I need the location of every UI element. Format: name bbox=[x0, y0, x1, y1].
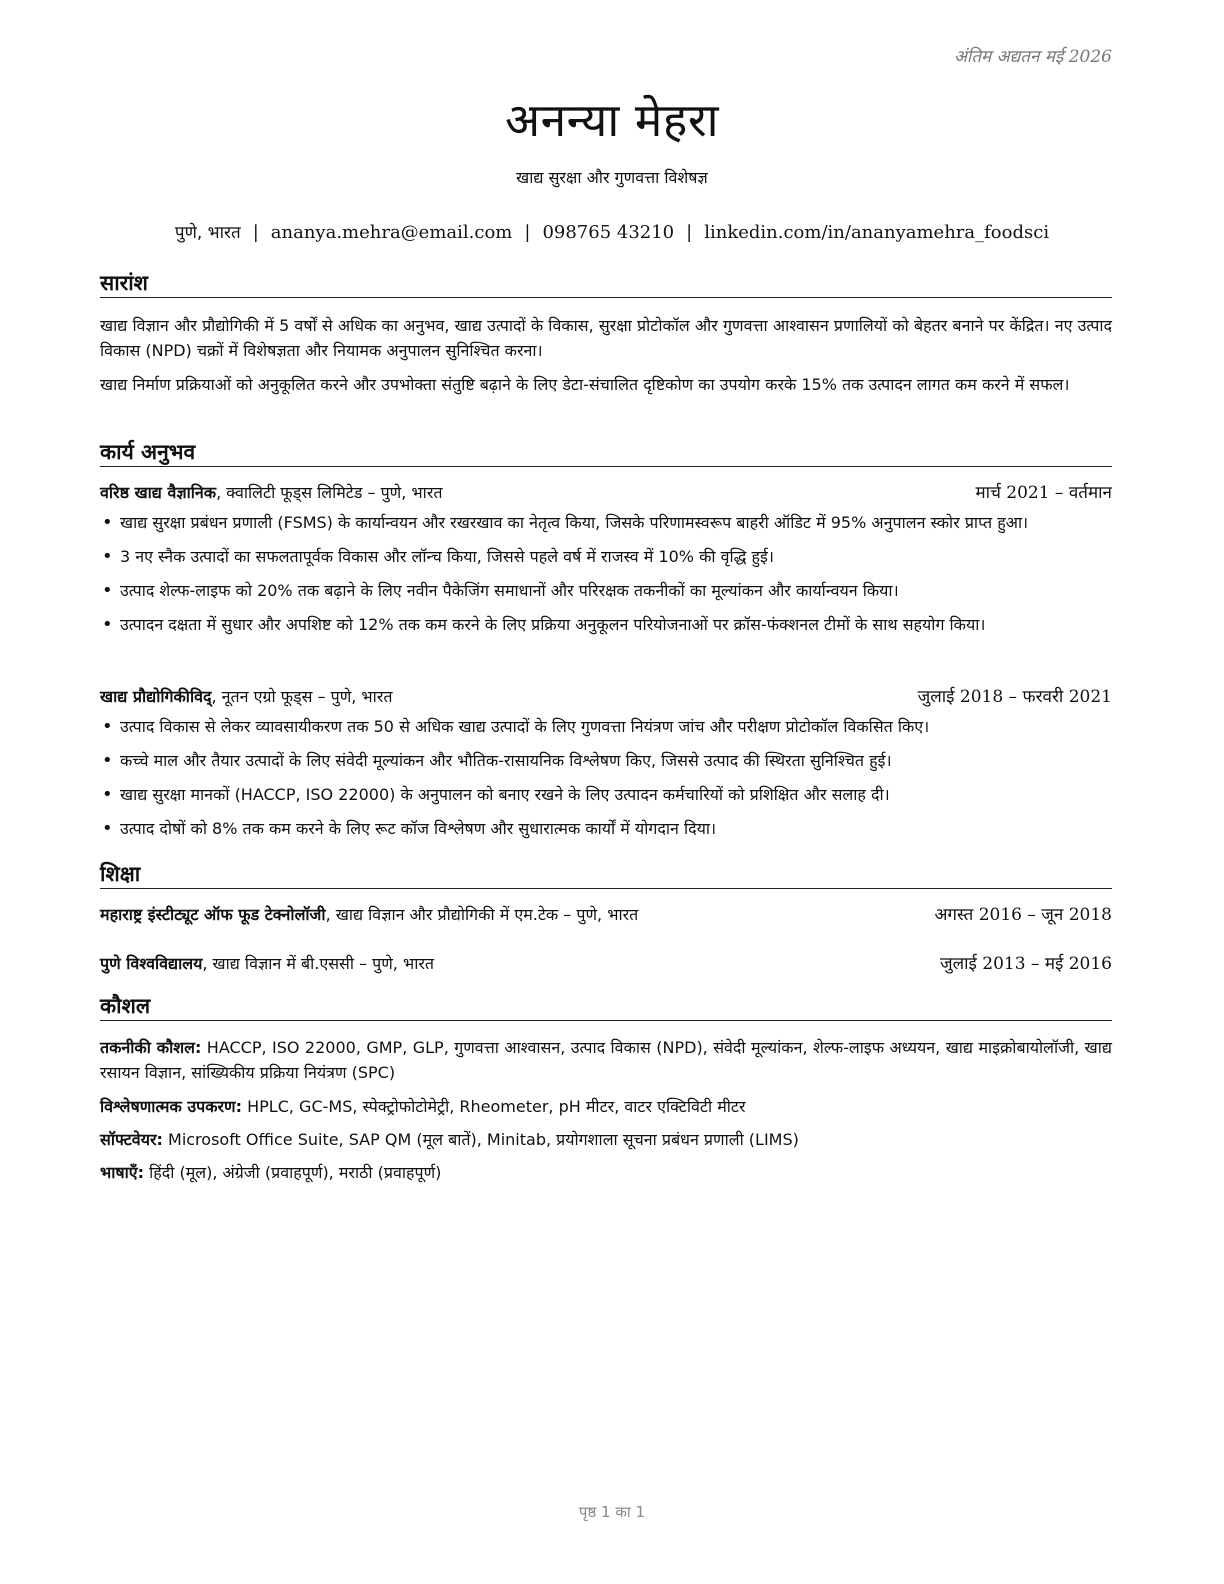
education-dates: जुलाई 2013 – मई 2016 bbox=[939, 954, 1112, 974]
skill-value: हिंदी (मूल), अंग्रेजी (प्रवाहपूर्ण), मराठी (प्रवाहपूर्ण) bbox=[144, 1163, 442, 1182]
contact-separator: | bbox=[252, 222, 259, 243]
job-role: वरिष्ठ खाद्य वैज्ञानिक bbox=[100, 483, 217, 502]
contact-linkedin[interactable]: linkedin.com/in/ananyamehra_foodsci bbox=[704, 222, 1050, 243]
skill-label: विश्लेषणात्मक उपकरण: bbox=[100, 1097, 243, 1116]
summary-paragraph: खाद्य विज्ञान और प्रौद्योगिकी में 5 वर्षों से अधिक का अनुभव, खाद्य उत्पादों के विकास, सुरक्षा प्रोटोकॉल और गुणवत्ता आश्वासन प्रणालियों को बेहतर बनाने पर केंद्रित। नए उत्पाद विकास (NPD) चक्रों में विशेषज्ञता और नियामक अनुपालन सुनिश्चित करना। bbox=[100, 316, 1112, 360]
list-item: • खाद्य सुरक्षा प्रबंधन प्रणाली (FSMS) के कार्यान्वयन और रखरखाव का नेतृत्व किया, जिसके परिणामस्वरूप बाहरी ऑडिट में 95% अनुपालन स्कोर प्राप्त हुआ। bbox=[100, 510, 1112, 535]
candidate-title: खाद्य सुरक्षा और गुणवत्ता विशेषज्ञ bbox=[516, 168, 708, 187]
contact-email[interactable]: ananya.mehra@email.com bbox=[270, 222, 513, 243]
skill-label: भाषाएँ: bbox=[100, 1163, 145, 1182]
job-bullets bbox=[100, 510, 1112, 646]
section-heading-experience: कार्य अनुभव bbox=[100, 439, 1112, 467]
job-role: खाद्य प्रौद्योगिकीविद् bbox=[100, 687, 212, 706]
section-heading-education: शिक्षा bbox=[100, 861, 1112, 889]
job-bullets bbox=[100, 714, 1112, 850]
education-line bbox=[100, 952, 434, 976]
education-item bbox=[100, 903, 1112, 927]
education-detail: , खाद्य विज्ञान और प्रौद्योगिकी में एम.टेक – पुणे, भारत bbox=[325, 905, 639, 924]
contact-line bbox=[0, 220, 1224, 243]
education-institution: पुणे विश्वविद्यालय bbox=[100, 954, 203, 973]
contact-separator: | bbox=[524, 222, 531, 243]
list-item: • कच्चे माल और तैयार उत्पादों के लिए संवेदी मूल्यांकन और भौतिक-रासायनिक विश्लेषण किए, जिससे उत्पाद की स्थिरता सुनिश्चित हुई। bbox=[100, 748, 1112, 773]
last-updated: अंतिम अद्यतन मई 2026 bbox=[953, 47, 1112, 67]
list-item: • उत्पादन दक्षता में सुधार और अपशिष्ट को 12% तक कम करने के लिए प्रक्रिया अनुकूलन परियोजनाओं पर क्रॉस-फंक्शनल टीमों के साथ सहयोग किया। bbox=[100, 612, 1112, 637]
contact-phone[interactable]: 098765 43210 bbox=[542, 222, 675, 243]
section-heading-skills: कौशल bbox=[100, 993, 1112, 1021]
skill-value: HACCP, ISO 22000, GMP, GLP, गुणवत्ता आश्वासन, उत्पाद विकास (NPD), संवेदी मूल्यांकन, शेल्फ-लाइफ अध्ययन, खाद्य माइक्रोबायोलॉजी, खाद्य रसायन विज्ञान, सांख्यिकीय प्रक्रिया नियंत्रण (SPC) bbox=[100, 1038, 1112, 1082]
contact-separator: | bbox=[686, 222, 693, 243]
skill-row bbox=[100, 1094, 1112, 1119]
job-dates: जुलाई 2018 – फरवरी 2021 bbox=[917, 687, 1112, 707]
list-item: • उत्पाद शेल्फ-लाइफ को 20% तक बढ़ाने के लिए नवीन पैकेजिंग समाधानों और परिरक्षक तकनीकों का मूल्यांकन और कार्यान्वयन किया। bbox=[100, 578, 1112, 603]
job-org: , नूतन एग्रो फूड्स – पुणे, भारत bbox=[211, 687, 393, 706]
education-dates: अगस्त 2016 – जून 2018 bbox=[934, 905, 1112, 925]
list-item: • उत्पाद विकास से लेकर व्यावसायीकरण तक 50 से अधिक खाद्य उत्पादों के लिए गुणवत्ता नियंत्रण जांच और परीक्षण प्रोटोकॉल विकसित किए। bbox=[100, 714, 1112, 739]
job-header bbox=[100, 685, 1112, 709]
skill-label: सॉफ्टवेयर: bbox=[100, 1130, 163, 1149]
education-institution: महाराष्ट्र इंस्टीट्यूट ऑफ फूड टेक्नोलॉजी bbox=[100, 905, 326, 924]
job-role-line bbox=[100, 481, 442, 505]
summary-paragraph: खाद्य निर्माण प्रक्रियाओं को अनुकूलित करने और उपभोक्ता संतुष्टि बढ़ाने के लिए डेटा-संचालित दृष्टिकोण का उपयोग करके 15% तक उत्पादन लागत कम करने में सफल। bbox=[100, 375, 1070, 394]
job-dates: मार्च 2021 – वर्तमान bbox=[975, 483, 1112, 503]
job-header bbox=[100, 481, 1112, 505]
skill-row bbox=[100, 1127, 1112, 1152]
list-item: • 3 नए स्नैक उत्पादों का सफलतापूर्वक विकास और लॉन्च किया, जिससे पहले वर्ष में राजस्व में 10% की वृद्धि हुई। bbox=[100, 544, 1112, 569]
job-org: , क्वालिटी फूड्स लिमिटेड – पुणे, भारत bbox=[216, 483, 443, 502]
page-number: पृष्ठ 1 का 1 bbox=[578, 1503, 646, 1521]
contact-location: पुणे, भारत bbox=[174, 223, 241, 243]
list-item: • खाद्य सुरक्षा मानकों (HACCP, ISO 22000) के अनुपालन को बनाए रखने के लिए उत्पादन कर्मचारियों को प्रशिक्षित और सलाह दी। bbox=[100, 782, 1112, 807]
skill-row bbox=[100, 1160, 1112, 1185]
skill-label: तकनीकी कौशल: bbox=[100, 1038, 202, 1057]
education-item bbox=[100, 952, 1112, 976]
skill-value: HPLC, GC-MS, स्पेक्ट्रोफोटोमेट्री, Rheometer, pH मीटर, वाटर एक्टिविटी मीटर bbox=[242, 1097, 746, 1116]
list-item: • उत्पाद दोषों को 8% तक कम करने के लिए रूट कॉज विश्लेषण और सुधारात्मक कार्यों में योगदान दिया। bbox=[100, 816, 1112, 841]
skill-row bbox=[100, 1035, 1112, 1085]
section-heading-summary: सारांश bbox=[100, 270, 1112, 298]
candidate-name: अनन्या मेहरा bbox=[504, 93, 720, 147]
skill-value: Microsoft Office Suite, SAP QM (मूल बातें), Minitab, प्रयोगशाला सूचना प्रबंधन प्रणाली (LIMS) bbox=[162, 1130, 799, 1149]
education-detail: , खाद्य विज्ञान में बी.एससी – पुणे, भारत bbox=[202, 954, 435, 973]
education-line bbox=[100, 903, 638, 927]
job-role-line bbox=[100, 685, 393, 709]
